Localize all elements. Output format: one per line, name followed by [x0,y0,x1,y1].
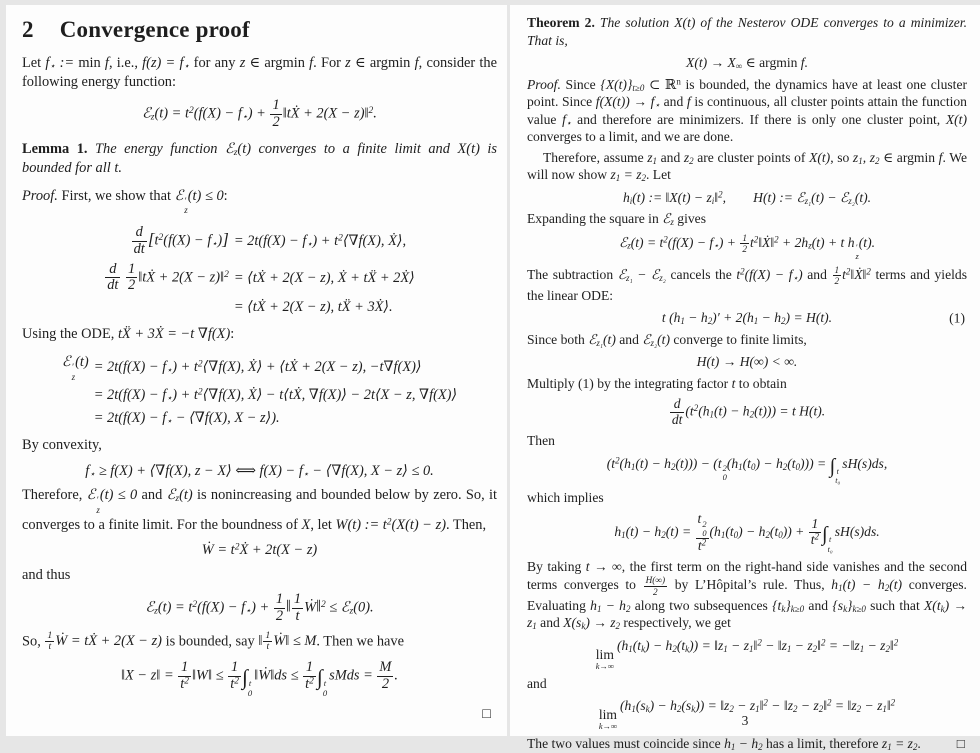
theorem-statement: The solution X(t) of the Nesterov ODE converges to a minimizer. That is, [527,15,967,48]
theorem-2 [527,14,967,49]
equation-h-definitions: $h_i(t)$ := ‖X(t) − $z_i‖^2$, H(t) := ℰ$_{z_1}$(t) − ℰ$_{z_2}$(t). [622,189,872,206]
assume-paragraph: Therefore, assume $z_1$ and $z_2$ are cluster points of X(t), so $z_1$, $z_2$ ∈ argmin f. We will now show $z_1 = z_2$. Let [527,149,967,183]
conclusion-text: The two values must coincide since $h_1 - h_2$ has a limit, therefore $z_1 = z_2$. [527,736,921,752]
section-number: 2 [22,17,34,42]
qed-tombstone: □ [956,736,965,752]
ode-paragraph: Using the ODE, tẌ + 3Ẋ = −t ∇f(X): [22,326,235,343]
equation-limit: $X(t) \to X_\infty$ ∈ argmin f. [686,55,808,71]
since-paragraph: Since both ℰ$_{z_1}$(t) and ℰ$_{z_2}$(t) converge to finite limits, [527,331,807,348]
equation-row: ℰ ′ z (t) = $2t(f(X) - f_⋆)$ + $t^2⟨\nabla f(X)$, Ẋ⟩ + ⟨tẊ + 2(X − z), −t∇f(X)⟩ [61,353,422,382]
equation-eprime-aligned [62,351,457,430]
equation-integrated: $(t^2(h_1(t) - h_2(t))) - (t$ 2 0 $(h_1(t_0) - h_2(t_0))$) = ∫ t t₀ sH(s)ds, [606,455,888,486]
equation-norm-bound: ‖X − z‖ = $\frac{1}{t^2}$ ‖W‖ ≤ $\frac{1}{t^2}$ ∫ t 0 ‖Ẇ‖ds ≤ $\frac{1}{t^2}$ ∫ t 0 sMds = $\frac{M}{2}$ . [120,659,399,699]
multiply-paragraph: Multiply (1) by the integrating factor t to obtain [527,375,787,391]
equation-row: = ⟨tẊ + 2(X − z), tẌ + 3Ẋ⟩. [233,299,393,316]
implies-paragraph: which implies [527,490,604,506]
equation-row: = $2t(f(X) - f_⋆$ − ⟨∇f(X), X − z⟩). [93,409,280,427]
equation-energy-bound: ℰ$_z$(t) = $t^2(f(X) - f_⋆)$ + $\frac{1}{2}$ ‖ $\frac{1}{t}$ Ẇ‖$^2$ ≤ ℰ$_z$(0). [145,591,374,624]
so-paragraph: So, $\frac{1}{t}$ Ẇ = tẊ + 2(X − z) is bounded, say ‖ $\frac{1}{t}$ Ẇ‖ ≤ M. Then we have [22,629,405,653]
and-thus-paragraph: and thus [22,567,71,584]
and-paragraph: and [527,675,547,691]
therefore-paragraph: Therefore, ℰ ′ z (t) ≤ 0 and ℰ$_z$(t) is nonincreasing and bounded below by zero. So, it converges to a finite limit. For the boundness of X, let W(t) := $t^2(X(t) - z)$. Then, [22,487,498,533]
equation-energy-function: ℰ$_z$(t) = $t^2(f(X) - f_⋆)$ + $\frac{1}{2}$ ‖tẊ + 2(X − z)‖$^2$. [142,97,377,131]
equation-integrating-factor: $\frac{d}{dt}$ $(t^2(h_1(t) - h_2(t))) = t$ H(t). [671,396,826,428]
page-left [6,5,507,736]
equation-number: (1) [949,310,965,326]
proof-paragraph: Proof. Since $\{X(t)\}_{t\ge 0}$ ⊂ ℝ$^n$ is bounded, the dynamics have at least one cluster point. Since $f(X(t)) \to f_⋆$ and f is continuous, all cluster points attain the function value $f_⋆$ and therefore are minimizers. If there is only one cluster point, X(t) converges to a limit, and we are done. [527,76,968,144]
theorem-label: Theorem 2. [527,15,595,30]
subtraction-paragraph: The subtraction ℰ$_{z_1}$ − ℰ$_{z_2}$ cancels the $t^2(f(X) - f_⋆)$ and $\frac{1}{2}$ $t^2‖Ẋ‖^2$ terms and yields the linear ODE: [527,265,967,303]
lemma-label: Lemma 1. [22,141,88,158]
qed-tombstone: □ [482,706,491,723]
conclusion-paragraph [527,735,967,753]
equation-limit-tk: lim k→∞ $(h_1(t_k) - h_2(t_k))$ = $‖z_1$ − $z_1‖^2$ − $‖z_1$ − $z_2‖^2$ = $-‖z_1$ − $z_2‖^2$ [595,637,899,671]
equation-row: $\frac{d}{dt}$ $\frac{1}{2}$ ‖tẊ + 2(X − z)‖$^2$ = ⟨tẊ + 2(X − z), Ẋ + tẌ + 2Ẋ⟩ [107,260,415,294]
proof-lead: Proof. First, we show that ℰ ′ z (t) ≤ 0: [22,187,228,216]
equation-expanded: ℰ$_z$(t) = $t^2(f(X) - f_⋆)$ + $\frac{1}{2}$ $t^2‖Ẋ‖^2 + 2h_z(t) + t$ h ′ z (t). [618,232,876,262]
equation-limit-sk: lim k→∞ $(h_1(s_k) - h_2(s_k))$ = $‖z_2$ − $z_1‖^2$ − $‖z_2$ − $z_2‖^2$ = $‖z_2$ − $z_1‖^2$ [598,697,896,732]
expand-paragraph: Expanding the square in ℰ$_z$ gives [527,211,706,227]
taking-limit-paragraph: By taking t → ∞, the first term on the right-hand side vanishes and the second terms converges to $\frac{H(\infty)}{2}$ by L’Hôpital’s rule. Thus, $h_1(t) - h_2(t)$ converges. Evaluating $h_1 - h_2$ along two subsequences $\{t_k\}_{k\ge 0}$ and $\{s_k\}_{k\ge 0}$ such that $X(t_k) \to z_1$ and $X(s_k) \to z_2$ respectively, we get [527,558,968,631]
lemma-statement: The energy function ℰ$_z$(t) converges to a finite limit and X(t) is bounded for all t. [22,141,497,176]
convexity-paragraph: By convexity, [22,436,102,453]
equation-derivative-aligned [104,223,415,319]
page-number: 3 [741,712,749,728]
section-heading [22,17,497,42]
lemma-1 [22,140,497,178]
equation-H-limit: H(t) → H(∞) < ∞. [696,354,798,370]
equation-convexity: $f_⋆ \ge f(X)$ + ⟨∇f(X), z − X⟩ ⟺ $f(X) - f_⋆$ − ⟨∇f(X), X − z⟩ ≤ 0. [85,462,434,480]
equation-row: = $2t(f(X) - f_⋆)$ + $t^2⟨\nabla f(X)$, Ẋ⟩ − t⟨tẊ, ∇f(X)⟩ − 2t⟨X − z, ∇f(X)⟩ [93,387,458,405]
equation-implied: $h_1(t) - h_2(t)$ = t 2 0 $t^2$ $(h_1(t_0) - h_2(t_0))$ + $\frac{1}{t^2}$ ∫ t t₀ sH(s)ds. [614,510,880,554]
then-paragraph: Then [527,433,555,449]
section-title: Convergence proof [59,17,250,42]
equation-body: t $(h_1 - h_2)' + 2(h_1 - h_2) = H(t)$. [661,310,833,326]
intro-paragraph: Let $f_⋆$ := min f, i.e., $f(z) = f_⋆$ for any z ∈ argmin f. For z ∈ argmin f, consider the following energy function: [22,54,497,90]
page-right [510,5,980,752]
equation-linear-ode [527,309,967,327]
equation-wdot: Ẇ = $t^2Ẋ + 2t(X - z)$ [201,542,318,559]
equation-row: $\frac{d}{dt}$ $[t^2(f(X) - f_⋆)]$ = $2t(f(X) - f_⋆)$ + $t^2⟨\nabla f(X)$, Ẋ⟩, [133,223,407,257]
